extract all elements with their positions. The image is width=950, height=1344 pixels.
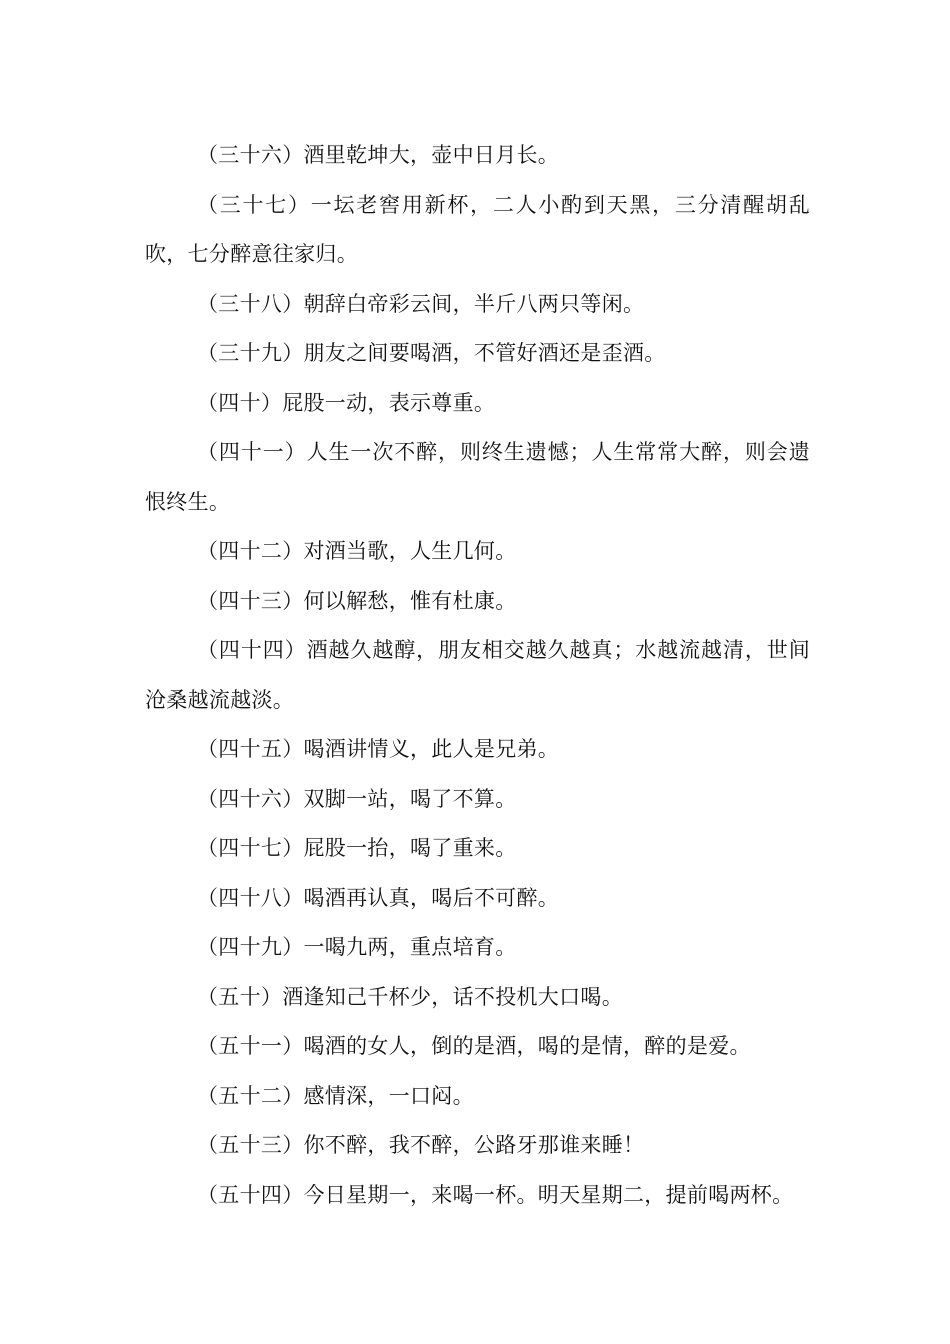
paragraph-49: （四十九）一喝九两，重点培育。 bbox=[197, 935, 517, 959]
paragraph-38: （三十八）朝辞白帝彩云间，半斤八两只等闲。 bbox=[197, 291, 645, 316]
paragraph-53: （五十三）你不醉，我不醉，公路牙那谁来睡！ bbox=[197, 1133, 645, 1157]
paragraph-42: （四十二）对酒当歌，人生几何。 bbox=[197, 539, 517, 563]
paragraph-36: （三十六）酒里乾坤大，壶中日月长。 bbox=[197, 143, 560, 167]
paragraph-45: （四十五）喝酒讲情义，此人是兄弟。 bbox=[197, 737, 560, 761]
paragraph-46: （四十六）双脚一站，喝了不算。 bbox=[197, 786, 517, 811]
paragraph-51: （五十一）喝酒的女人，倒的是酒，喝的是情，醉的是爱。 bbox=[197, 1034, 751, 1058]
paragraph-48: （四十八）喝酒再认真，喝后不可醉。 bbox=[197, 885, 560, 910]
paragraph-40: （四十）屁股一动，表示尊重。 bbox=[197, 390, 496, 415]
document-body bbox=[145, 131, 810, 1220]
paragraph-43: （四十三）何以解愁，惟有杜康。 bbox=[197, 588, 517, 613]
paragraph-44: （四十四）酒越久越醇，朋友相交越久越真；水越流越清，世间沧桑越流越淡。 bbox=[145, 638, 810, 712]
paragraph-54: （五十四）今日星期一，来喝一杯。明天星期二，提前喝两杯。 bbox=[197, 1182, 794, 1207]
paragraph-50: （五十）酒逢知己千杯少，话不投机大口喝。 bbox=[197, 984, 623, 1009]
paragraph-52: （五十二）感情深，一口闷。 bbox=[197, 1083, 474, 1108]
paragraph-41: （四十一）人生一次不醉，则终生遗憾；人生常常大醉，则会遗恨终生。 bbox=[145, 440, 810, 514]
paragraph-47: （四十七）屁股一抬，喝了重来。 bbox=[197, 836, 517, 860]
paragraph-37: （三十七）一坛老窖用新杯，二人小酌到天黑，三分清醒胡乱吹，七分醉意往家归。 bbox=[145, 192, 810, 266]
paragraph-39: （三十九）朋友之间要喝酒，不管好酒还是歪酒。 bbox=[197, 341, 666, 365]
